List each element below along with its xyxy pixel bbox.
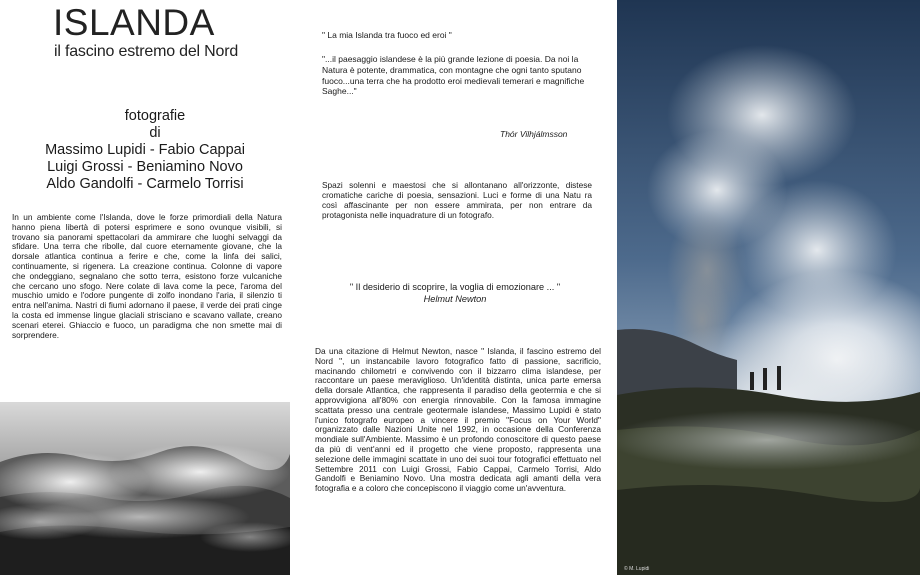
newton-quote: " Il desiderio di scoprire, la voglia di emozionare ... " [349, 282, 561, 292]
landscape-photo-steam [0, 402, 290, 575]
credits-di: di [149, 125, 161, 141]
landscape-paragraph: Spazi solenni e maestosi che si allontanano all'orizzonte, distese cromatiche cariche di poesia, sensazioni. Luci e forme di una Natu ra così affascinante per non essere ammirata, per non entrare da protagonista nelle inquadrature di un fotografo. [322, 180, 592, 220]
quote-author: Thór Vilhjálmsson [500, 129, 568, 139]
page-title: ISLANDA [53, 2, 215, 43]
photographers-credits [0, 108, 290, 193]
credits-names-3: Aldo Gandolfi - Carmelo Torrisi [46, 176, 244, 192]
newton-author: Helmut Newton [423, 294, 487, 304]
quote-title: " La mia Islanda tra fuoco ed eroi " [322, 30, 452, 40]
credits-names-2: Luigi Grossi - Beniamino Novo [47, 159, 243, 175]
intro-body-text: In un ambiente come l'Islanda, dove le forze primordiali della Natura hanno piena libertà di potersi esprimere e sono ovunque visibili, si trovano sia panorami spettacolari da ammirare che luoghi selvaggi da sfidare. Una terra che ribolle, dal cuore eternamente giovane, che la dorsale atlantica continua a ferire e che, come la linfa dei salici, continuamente, si rigenera. La creazione continua. Colonne di vapore che ondeggiano, segnalano che sotto terra, esistono forze vulcaniche che cercano uno sfogo. Nere colate di lava come la pece, l'aroma del muschio umido e l'odore pungente di zolfo inondano l'aria, il silenzio ti entra nell'anima. Nastri di fiumi adornano il paese, il verde dei prati cinge la costa ed immense lingue glaciali strisciano e scavano vallate, creano scenari eterei. Ghiaccio e fuoco, un paradigma che non smette mai di sorprendere. [12, 212, 282, 340]
page-subtitle: il fascino estremo del Nord [54, 43, 239, 60]
project-body-text: Da una citazione di Helmut Newton, nasce " Islanda, il fascino estremo del Nord ", un instancabile lavoro fotografico fatto di passione, sacrificio, macinando chilometri e convivendo con il bizzarro clima islandese, per raccontare un paese meraviglioso. Un'identità distinta, unica parte emersa della dorsale Atlantica, che rappresenta il paradiso della geotermia e che si approvvigiona all'80% con energia rinnovabile. Con la famosa immagine scattata presso una centrale geotermale islandese, Massimo Lupidi è stato l'unico fotografo europeo a vincere il premio "Focus on Your World" organizzato dalle Nazioni Unite nel 1992, in occasione della Conferenza mondiale sull'Ambiente. Massimo è un profondo conoscitore di questo paese da più di vent'anni ed il progetto che viene proposto, rappresenta una selezione delle immagini scattate in uno dei suoi tour fotografici effettuato nel Settembre 2011 con Luigi Grossi, Fabio Cappai, Carmelo Torrisi, Aldo Gandolfi e Beniamino Novo. Una mostra dedicata agli amanti della vera fotografia e a coloro che concepiscono il viaggio come un'avventura. [315, 346, 601, 494]
photo-credit: © M. Lupidi [624, 566, 650, 572]
credits-names-1: Massimo Lupidi - Fabio Cappai [45, 142, 245, 158]
left-column [0, 0, 290, 575]
credits-label: fotografie [124, 108, 186, 124]
quote-text: "...il paesaggio islandese è la più grande lezione di poesia. Da noi la Natura è potente, drammatica, con montagne che ogni tanto sputano fuoco...una terra che ha prodotto eroi medievali temerari e magnifiche Saghe..." [322, 54, 585, 97]
geyser-photo [617, 0, 920, 575]
